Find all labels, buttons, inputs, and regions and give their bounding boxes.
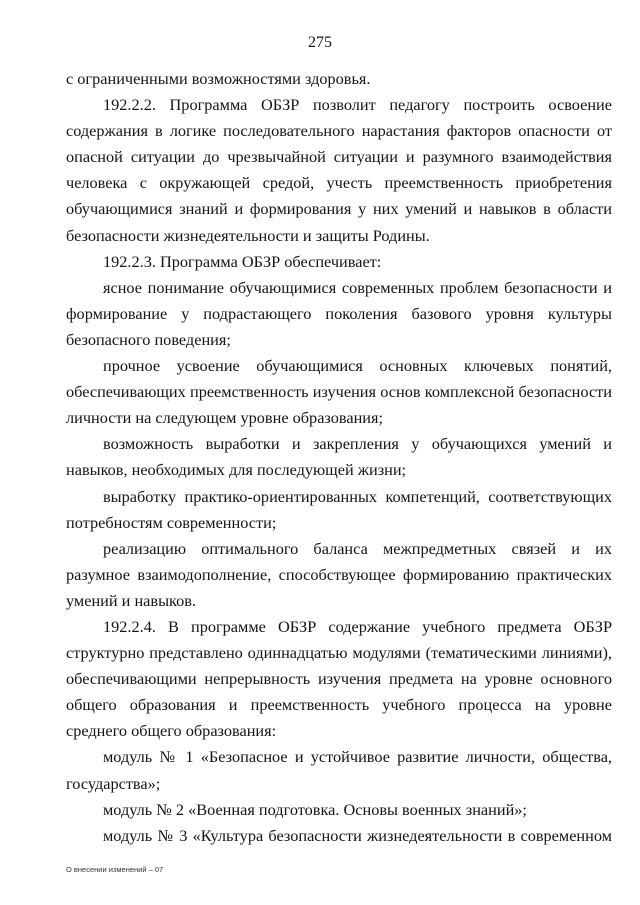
paragraph: реализацию оптимального баланса межпредметных связей и их разумное взаимодополнение, способствующее формированию практических умений и навыков. bbox=[66, 538, 612, 610]
paragraph: модуль № 1 «Безопасное и устойчивое развитие личности, общества, государства»; bbox=[66, 747, 612, 793]
paragraph: 192.2.4. В программе ОБЗР содержание учебного предмета ОБЗР структурно представлено одиннадцатью модулями (тематическими линиями), обеспечивающими непрерывность изучения предмета на уровне основного общего образования и преемственность учебного процесса на уровне среднего общего образования: bbox=[66, 616, 612, 741]
footer-note: О внесении изменений – 07 bbox=[66, 865, 164, 874]
paragraph: 192.2.2. Программа ОБЗР позволит педагогу построить освоение содержания в логике последовательного нарастания факторов опасности от опасной ситуации до чрезвычайной ситуации и разумного взаимодействия человека с окружающей средой, учесть преемственность приобретения обучающимися знаний и формирования у них умений и навыков в области безопасности жизнедеятельности и защиты Родины. bbox=[66, 95, 612, 245]
document-body bbox=[66, 66, 612, 849]
page-number: 275 bbox=[308, 34, 332, 51]
paragraph: возможность выработки и закрепления у обучающихся умений и навыков, необходимых для последующей жизни; bbox=[66, 434, 612, 480]
paragraph: прочное усвоение обучающимися основных ключевых понятий, обеспечивающих преемственность изучения основ комплексной безопасности личности на следующем уровне образования; bbox=[66, 356, 612, 428]
paragraph: ясное понимание обучающимися современных проблем безопасности и формирование у подрастающего поколения базового уровня культуры безопасного поведения; bbox=[66, 277, 612, 349]
paragraph: с ограниченными возможностями здоровья. bbox=[66, 69, 371, 88]
paragraph: 192.2.3. Программа ОБЗР обеспечивает: bbox=[103, 251, 382, 271]
paragraph: выработку практико-ориентированных компетенций, соответствующих потребностям современности; bbox=[66, 486, 612, 532]
paragraph: модуль № 2 «Военная подготовка. Основы военных знаний»; bbox=[103, 799, 527, 819]
paragraph: модуль № 3 «Культура безопасности жизнедеятельности в современном bbox=[103, 825, 612, 845]
